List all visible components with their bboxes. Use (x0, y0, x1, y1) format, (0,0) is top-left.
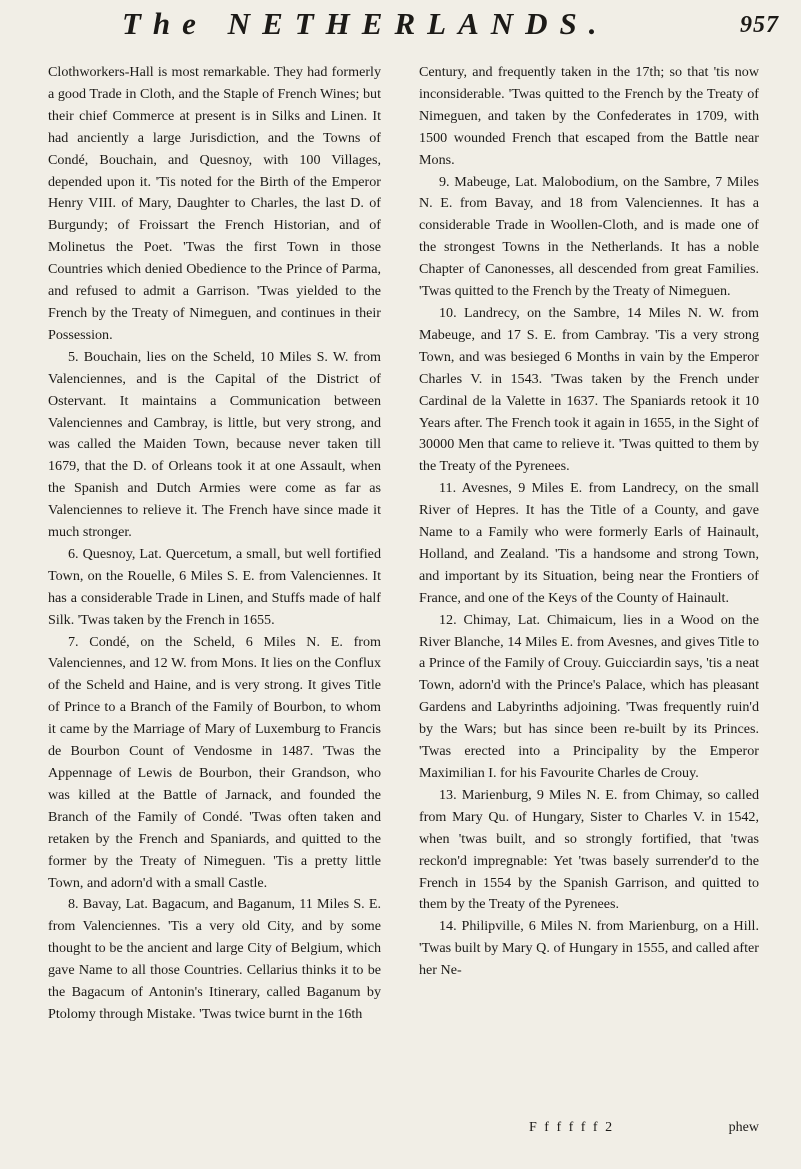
page-footer (419, 1120, 759, 1144)
paragraph-marienburg: 13. Marienburg, 9 Miles N. E. from Chimay, so called from Mary Qu. of Hungary, Sister to Charles V. in 1542, when 'twas built, and so strongly fortified, that 'twas reckon'd impregnable: Yet 'twas basely surrender'd to the French in 1554 by the Spanish Garrison, and quitted to them by the Treaty of the Pyrenees. (419, 786, 759, 913)
left-column (48, 62, 381, 1026)
paragraph-avesnes: 11. Avesnes, 9 Miles E. from Landrecy, on the small River of Hepres. It has the Title of a County, and gave Name to a Family who were formerly Earls of Hainault, Holland, and Zealand. 'Tis a handsome and strong Town, and important by its Situation, being near the Frontiers of France, and one of the Keys of the County of Hainault. (419, 480, 759, 606)
right-column (419, 62, 759, 982)
page-number: 957 (740, 12, 779, 38)
paragraph-landrecy: 10. Landrecy, on the Sambre, 14 Miles N. W. from Mabeuge, and 17 S. E. from Cambray. 'Tis a very strong Town, and was besieged 6 Months in vain by the Emperor Charles V. in 1543. 'Twas taken by the French under Cardinal de la Valette in 1637. The Spaniards retook it 10 Years after. The French took it again in 1655, in the Sight of 30000 Men that came to relieve it. 'Twas quitted to them by the Treaty of the Pyrenees. (419, 304, 759, 475)
paragraph-conde: 7. Condé, on the Scheld, 6 Miles N. E. from Valenciennes, and 12 W. from Mons. It lies on the Conflux of the Scheld and Haine, and is very strong. It gives Title of Prince to a Branch of the Family of Bourbon, to whom it came by the Marriage of Mary of Luxemburg to Francis de Bourbon Count of Vendosme in 1487. 'Twas the Appennage of Lewis de Bourbon, their Grandson, who was killed at the Battle of Jarnack, and founded the Branch of the Family of Condé. 'Twas often taken and retaken by the French and Spaniards, and quitted to the former by the Treaty of Nimeguen. 'Tis a pretty little Town, and adorn'd with a small Castle. (48, 633, 381, 891)
paragraph-bouchain: 5. Bouchain, lies on the Scheld, 10 Miles S. W. from Valenciennes, and is the Capital of the District of Ostervant. It maintains a Communication between Valenciennes and Cambray, is little, but very strong, and was called the Maiden Town, because never taken till 1679, that the D. of Orleans took it at one Assault, when the Spanish and Dutch Armies were come as far as Valenciennes to relieve it. The French have since made it much stronger. (48, 348, 381, 541)
paragraph-quesnoy: 6. Quesnoy, Lat. Quercetum, a small, but well fortified Town, on the Rouelle, 6 Miles S. E. from Valenciennes. It has a considerable Trade in Linen, and Stuffs made of half Silk. 'Twas taken by the French in 1655. (48, 545, 381, 628)
paragraph-clothworkers-hall: Clothworkers-Hall is most remarkable. They had formerly a good Trade in Cloth, and the Staple of French Wines; but their chief Commerce at present is in Silks and Linen. It had anciently a large Jurisdiction, and the Towns of Condé, Bouchain, and Quesnoy, with 100 Villages, depended upon it. 'Tis noted for the Birth of the Emperor Henry VIII. of Mary, Daughter to Charles, the last D. of Burgundy; of Froissart the French Historian, and of Molinetus the Poet. 'Twas the first Town in those Countries which denied Obedience to the Prince of Parma, and refused to admit a Garrison. 'Twas yielded to the French by the Treaty of Nimeguen, and continues in their Possession. (48, 64, 381, 343)
running-header (44, 6, 779, 50)
paragraph-philipville: 14. Philipville, 6 Miles N. from Marienburg, on a Hill. 'Twas built by Mary Q. of Hungary in 1555, and called after her Ne- (419, 918, 759, 979)
signature-mark: F f f f f f 2 (529, 1120, 615, 1135)
paragraph-bavay: 8. Bavay, Lat. Bagacum, and Baganum, 11 Miles S. E. from Valenciennes. 'Tis a very old City, and by some thought to be the ancient and large City of Belgium, which gave Name to all those Countries. Cellarius thinks it to be the Bagacum of Antonin's Itinerary, called Baganum by Ptolomy through Mistake. 'Twas twice burnt in the 16th (48, 896, 381, 1022)
catchword: phew (728, 1120, 759, 1135)
paragraph-chimay: 12. Chimay, Lat. Chimaicum, lies in a Wood on the River Blanche, 14 Miles E. from Avesnes, and gives Title to a Prince of the Family of Crouy. Guicciardin says, 'tis a neat Town, adorn'd with the Prince's Palace, which has pleasant Gardens and Labyrinths adjoining. 'Twas frequently ruin'd by the Wars; but has since been re-built by its Princes. 'Twas erected into a Principality by the Emperor Maximilian I. for his Favourite Charles de Crouy. (419, 611, 759, 781)
paragraph-mabeuge: 9. Mabeuge, Lat. Malobodium, on the Sambre, 7 Miles N. E. from Bavay, and 18 from Valenciennes. It has a considerable Trade in Woollen-Cloth, and is made one of the strongest Towns in the Netherlands. It has a noble Chapter of Canonesses, all descended from great Families. 'Twas quitted to the French by the Treaty of Nimeguen. (419, 173, 759, 300)
paragraph-bavay-continued: Century, and frequently taken in the 17th; so that 'tis now inconsiderable. 'Twas quitted to the French by the Treaty of Nimeguen, and taken by the Confederates in 1709, with 1500 wounded French that escaped from the Battle near Mons. (419, 64, 759, 168)
running-title: The NETHERLANDS. (122, 6, 609, 41)
